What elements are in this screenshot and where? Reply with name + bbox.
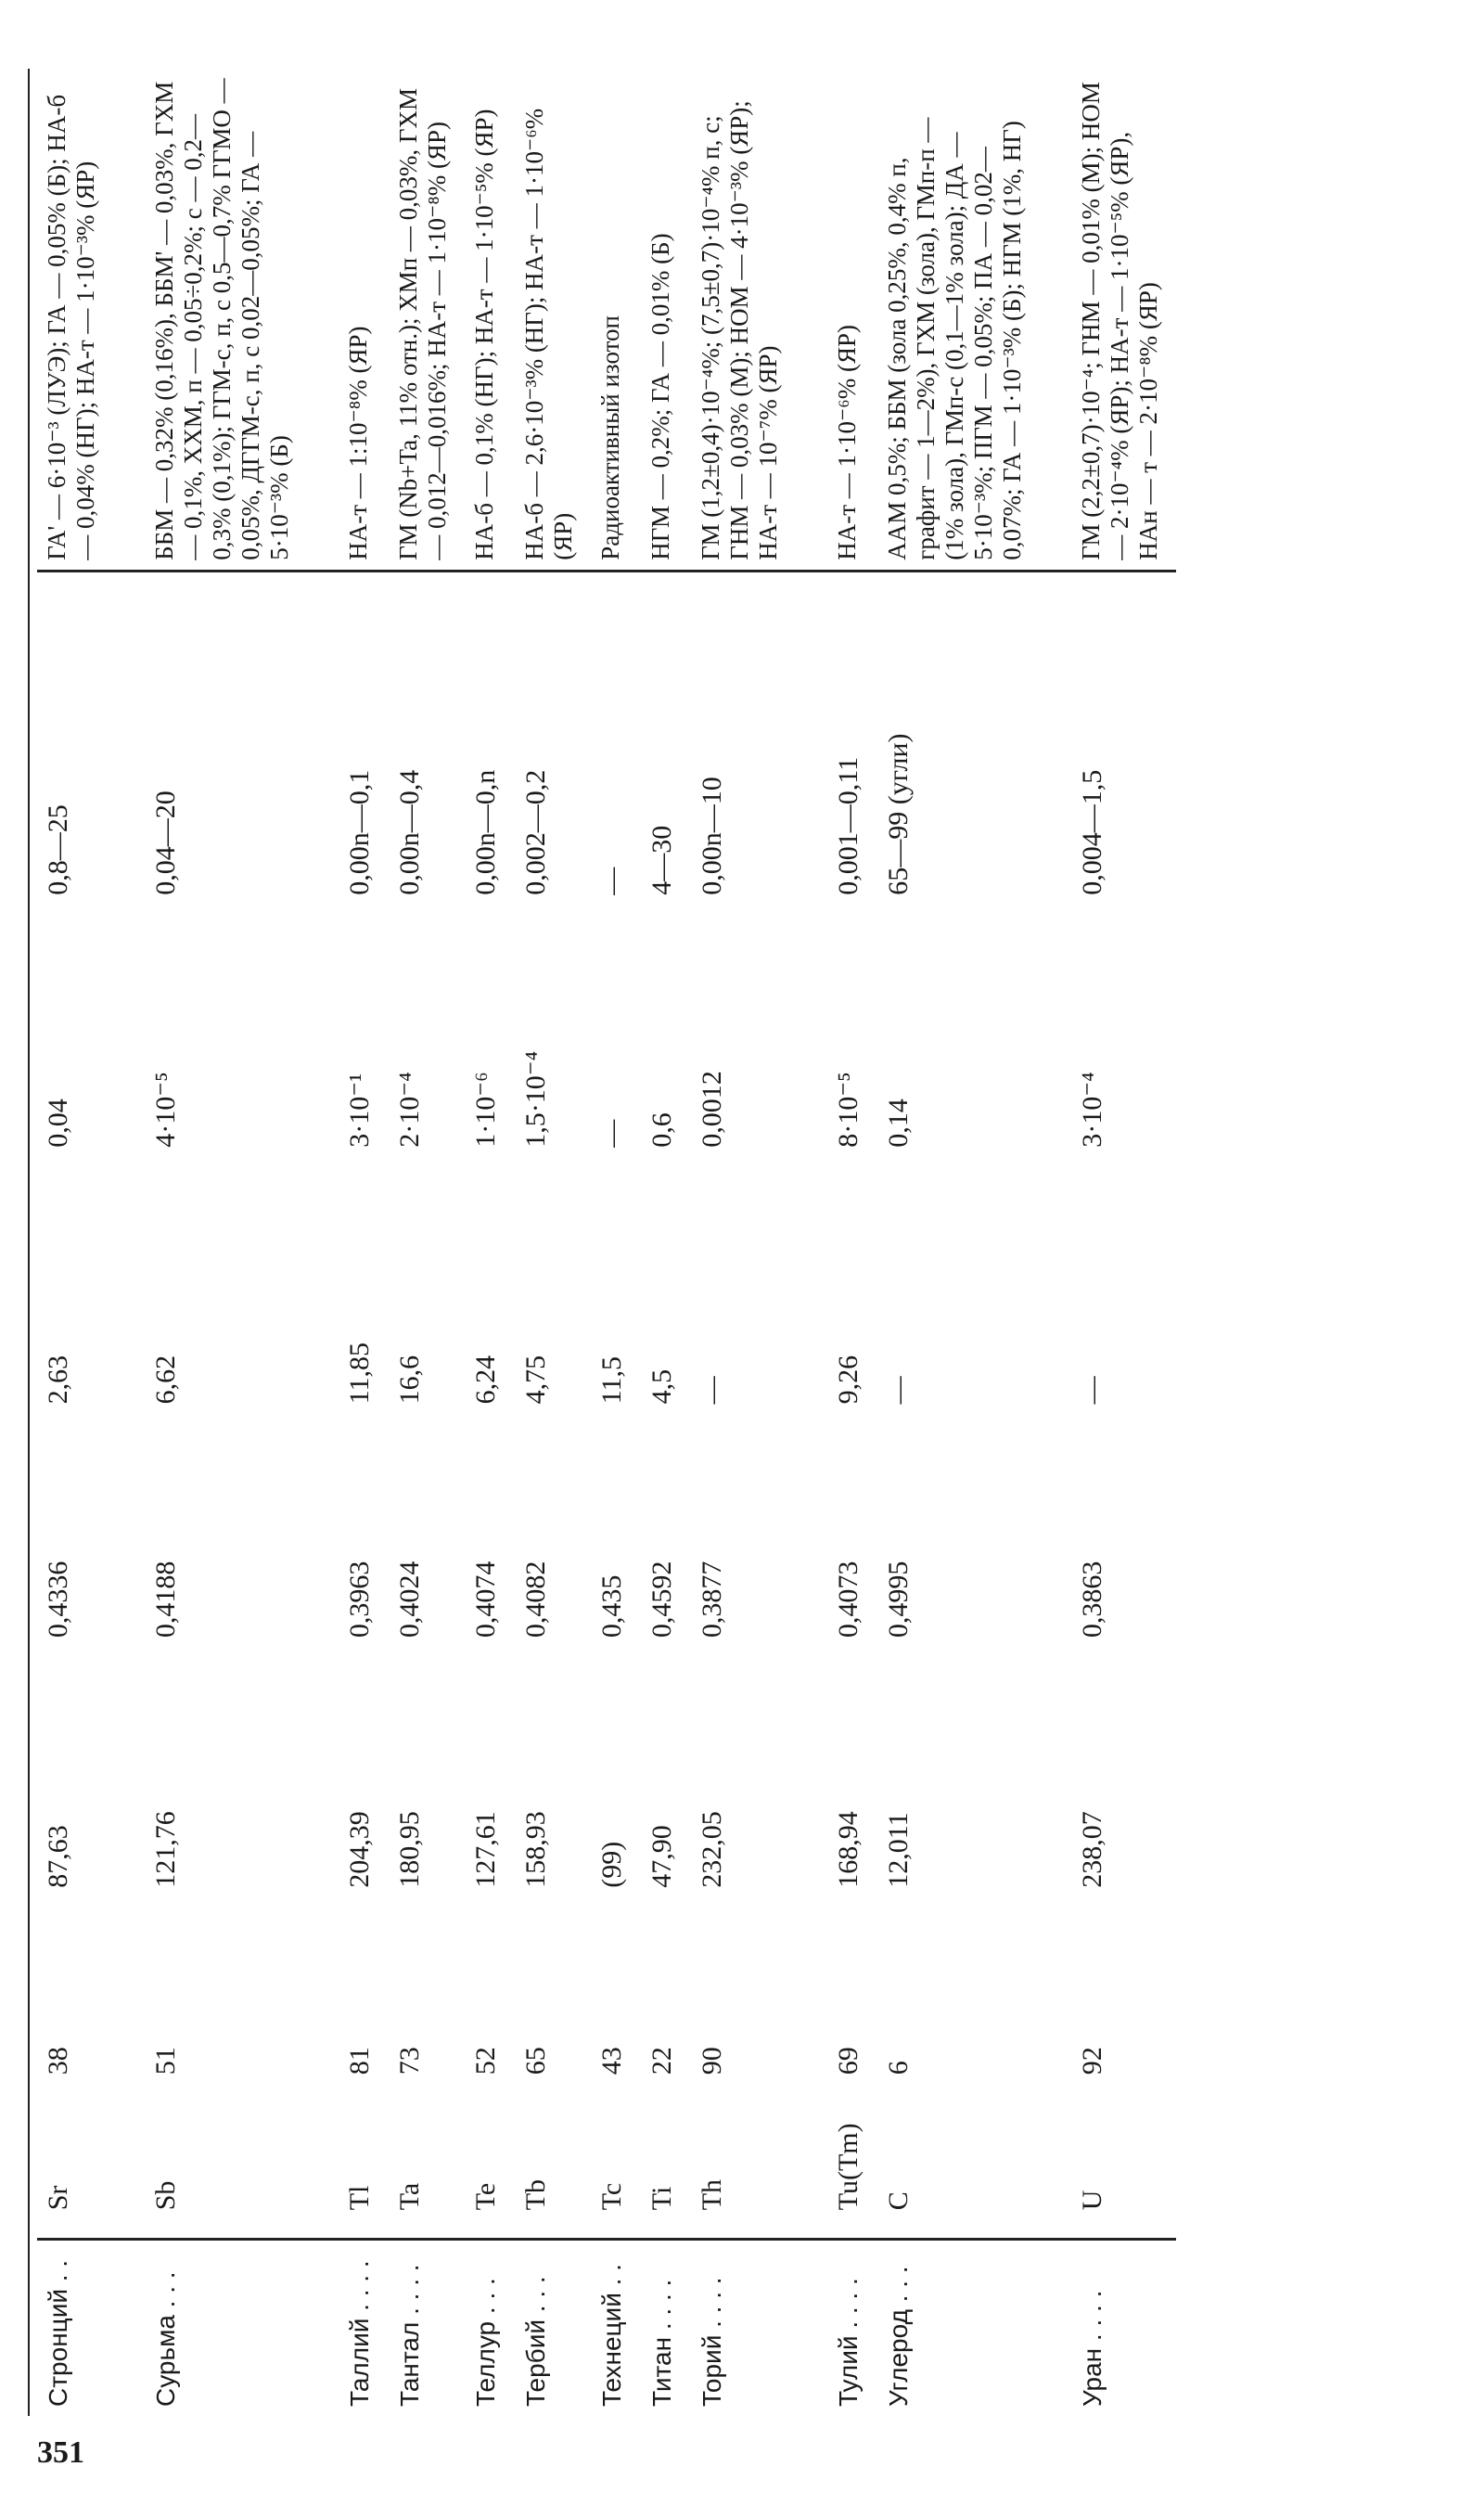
methods: ГМ (1,2±0,4)·10⁻⁴%; (7,5±0,7)·10⁻⁴% п, с; ГНМ — 0,03% (М); НОМ — 4·10⁻³% (ЯР); НА-т — 10⁻⁷% (ЯР) — [691, 69, 796, 571]
atomic-mass: 127,61 — [470, 1811, 501, 1888]
element-symbol: Tc — [591, 2084, 641, 2240]
density: — — [883, 1376, 914, 1405]
element-symbol: Tl — [307, 2084, 389, 2240]
element-name: Торий . . . . — [697, 2277, 726, 2407]
z-a-ratio: 0,3863 — [1077, 1561, 1107, 1638]
content-range: 0,00n—0,4 — [394, 769, 425, 895]
clarke: 4·10⁻⁵ — [150, 1072, 181, 1148]
element-symbol: Te — [465, 2084, 515, 2240]
density: 6,62 — [150, 1355, 181, 1405]
element-name: Сурьма . . . — [151, 2271, 180, 2407]
clarke: 3·10⁻¹ — [344, 1073, 375, 1148]
atomic-number: 92 — [1077, 2047, 1107, 2075]
z-a-ratio: 0,435 — [596, 1574, 627, 1638]
density: 2,63 — [43, 1355, 73, 1405]
atomic-mass: 204,39 — [344, 1811, 375, 1888]
content-range: 0,8—25 — [43, 804, 73, 895]
table-row — [515, 69, 591, 2416]
element-name: Тулий . . . . — [834, 2278, 863, 2407]
methods: ГМ (Nb+Ta, 11% отн.); ХМп — 0,03%, ГХМ — 0,012—0,016%; НА-т — 1·10⁻⁸% (ЯР) — [389, 69, 465, 571]
element-symbol: Th — [691, 2084, 796, 2240]
clarke: 3·10⁻⁴ — [1077, 1072, 1107, 1148]
methods: Радиоактивный изотоп — [591, 69, 641, 571]
density: 16,6 — [394, 1355, 425, 1405]
table-row — [877, 69, 1040, 2416]
element-symbol: U — [1040, 2084, 1176, 2240]
atomic-number: 81 — [344, 2047, 375, 2075]
content-range: 4—30 — [646, 825, 677, 895]
element-name: Углерод . . . — [884, 2266, 913, 2407]
table-body — [37, 69, 1176, 2416]
clarke: 1,5·10⁻⁴ — [520, 1050, 551, 1148]
element-name: Теллур . . . — [471, 2278, 500, 2407]
element-name: Стронций . . — [44, 2259, 72, 2407]
clarke: 8·10⁻⁵ — [833, 1072, 864, 1148]
atomic-number: 43 — [596, 2047, 627, 2075]
z-a-ratio: 0,3963 — [344, 1561, 375, 1638]
z-a-ratio: 0,3877 — [697, 1561, 727, 1638]
atomic-number: 52 — [470, 2047, 501, 2075]
density: — — [1077, 1376, 1107, 1405]
clarke: 0,0012 — [697, 1071, 727, 1148]
table-row — [113, 69, 307, 2416]
density: 4,75 — [520, 1355, 551, 1405]
atomic-mass: (99) — [596, 1841, 627, 1888]
z-a-ratio: 0,4024 — [394, 1561, 425, 1638]
methods: ГА' — 6·10⁻³ (ЛУЭ); ГА — 0,05% (Б); НА-б — 0,04% (НГ); НА-т — 1·10⁻³% (ЯР) — [37, 69, 113, 571]
element-name: Уран . . . . — [1078, 2290, 1107, 2407]
methods: НА-б — 2,6·10⁻³% (НГ); НА-т — 1·10⁻⁶% (ЯР) — [515, 69, 591, 571]
content-range: 65—99 (угли) — [883, 733, 914, 895]
atomic-mass: 12,011 — [883, 1812, 914, 1888]
table-row — [641, 69, 691, 2416]
atomic-number: 73 — [394, 2047, 425, 2075]
atomic-number: 38 — [43, 2047, 73, 2075]
methods: НА-т — 1·10⁻⁶% (ЯР) — [796, 69, 877, 571]
content-range: 0,00n—0,1 — [344, 769, 375, 895]
element-symbol: Tb — [515, 2084, 591, 2240]
atomic-mass: 47,90 — [646, 1825, 677, 1888]
atomic-number: 6 — [883, 2061, 914, 2075]
z-a-ratio: 0,4592 — [646, 1561, 677, 1638]
z-a-ratio: 0,4073 — [833, 1561, 864, 1638]
density: — — [697, 1376, 727, 1405]
table-row — [465, 69, 515, 2416]
table-row — [591, 69, 641, 2416]
element-symbol: Sb — [113, 2084, 307, 2240]
content-range: 0,00n—10 — [697, 777, 727, 895]
element-symbol: C — [877, 2084, 1040, 2240]
table-row — [307, 69, 389, 2416]
atomic-mass: 238,07 — [1077, 1811, 1107, 1888]
content-range: — — [596, 867, 627, 895]
content-range: 0,04—20 — [150, 790, 181, 895]
density: 11,5 — [596, 1356, 627, 1405]
clarke: 0,04 — [43, 1098, 73, 1148]
atomic-number: 65 — [520, 2047, 551, 2075]
clarke: — — [596, 1119, 627, 1148]
element-symbol: Tu(Tm) — [796, 2084, 877, 2240]
methods: НА-б — 0,1% (НГ); НА-т — 1·10⁻⁵% (ЯР) — [465, 69, 515, 571]
content-range: 0,001—0,11 — [833, 756, 864, 895]
density: 9,26 — [833, 1355, 864, 1405]
clarke: 1·10⁻⁶ — [470, 1072, 501, 1148]
methods: ББМ — 0,32% (0,16%), ББМ' — 0,03%, ГХМ — 0,1%, ХХМ, п — 0,05÷0,2%; с — 0,2—0,3% (0,1%); ГГМ-с, п, с 0,5—0,7% ГГМО — 0,05%, ДГГМ-с, п, с 0,02—0,05%; ГА — 5·10⁻³% (Б) — [113, 69, 307, 571]
table-row — [37, 69, 113, 2416]
content-range: 0,00n—0,n — [470, 769, 501, 895]
atomic-mass: 121,76 — [150, 1811, 181, 1888]
z-a-ratio: 0,4082 — [520, 1561, 551, 1638]
element-name: Тербий . . . — [521, 2276, 550, 2407]
table-row — [796, 69, 877, 2416]
clarke: 0,6 — [646, 1112, 677, 1148]
element-name: Таллий . . . . — [345, 2260, 374, 2407]
atomic-mass: 168,94 — [833, 1811, 864, 1888]
element-name: Тантал . . . . — [395, 2264, 424, 2407]
atomic-mass: 158,93 — [520, 1811, 551, 1888]
page-number: 351 — [37, 2435, 84, 2470]
density: 4,5 — [646, 1368, 677, 1405]
z-a-ratio: 0,4995 — [883, 1561, 914, 1638]
element-symbol: Ta — [389, 2084, 465, 2240]
elements-table — [37, 69, 1176, 2416]
density: 11,85 — [344, 1343, 375, 1405]
atomic-mass: 180,95 — [394, 1811, 425, 1888]
z-a-ratio: 0,4336 — [43, 1561, 73, 1638]
atomic-number: 69 — [833, 2047, 864, 2075]
table-row — [389, 69, 465, 2416]
density: 6,24 — [470, 1355, 501, 1405]
table-row — [691, 69, 796, 2416]
element-name: Титан . . . . — [647, 2279, 676, 2407]
content-range: 0,004—1,5 — [1077, 769, 1107, 895]
clarke: 0,14 — [883, 1098, 914, 1148]
element-symbol: Ti — [641, 2084, 691, 2240]
table-row — [1040, 69, 1176, 2416]
z-a-ratio: 0,4188 — [150, 1561, 181, 1638]
content-range: 0,002—0,2 — [520, 769, 551, 895]
atomic-mass: 87,63 — [43, 1825, 73, 1888]
clarke: 2·10⁻⁴ — [394, 1072, 425, 1148]
methods: ГМ (2,2±0,7)·10⁻⁴; ГНМ — 0,01% (М); НОМ — 2·10⁻⁴% (ЯР); НА-т — 1·10⁻⁵% (ЯР), НАн — т — 2·10⁻⁸% (ЯР) — [1040, 69, 1176, 571]
atomic-mass: 232,05 — [697, 1811, 727, 1888]
methods: НГМ — 0,2%; ГА — 0,01% (Б) — [641, 69, 691, 571]
z-a-ratio: 0,4074 — [470, 1561, 501, 1638]
methods: ААМ 0,5%; ББМ (зола 0,25%, 0,4% п, графит — 1—2%), ГХМ (зола), ГМп-п — (1% зола), ГМп-с (0,1—1% зола); ДА — 5·10⁻³%; ПГМ — 0,05%; ПА — 0,02—0,07%; ГА — 1·10⁻³% (Б); НГМ (1%, НГ) — [877, 69, 1040, 571]
atomic-number: 51 — [150, 2047, 181, 2075]
atomic-number: 22 — [646, 2047, 677, 2075]
table-top-rule — [28, 69, 30, 2416]
element-name: Технеций . . — [597, 2264, 626, 2407]
element-symbol: Sr — [37, 2084, 113, 2240]
methods: НА-т — 1:10⁻⁸% (ЯР) — [307, 69, 389, 571]
atomic-number: 90 — [697, 2047, 727, 2075]
